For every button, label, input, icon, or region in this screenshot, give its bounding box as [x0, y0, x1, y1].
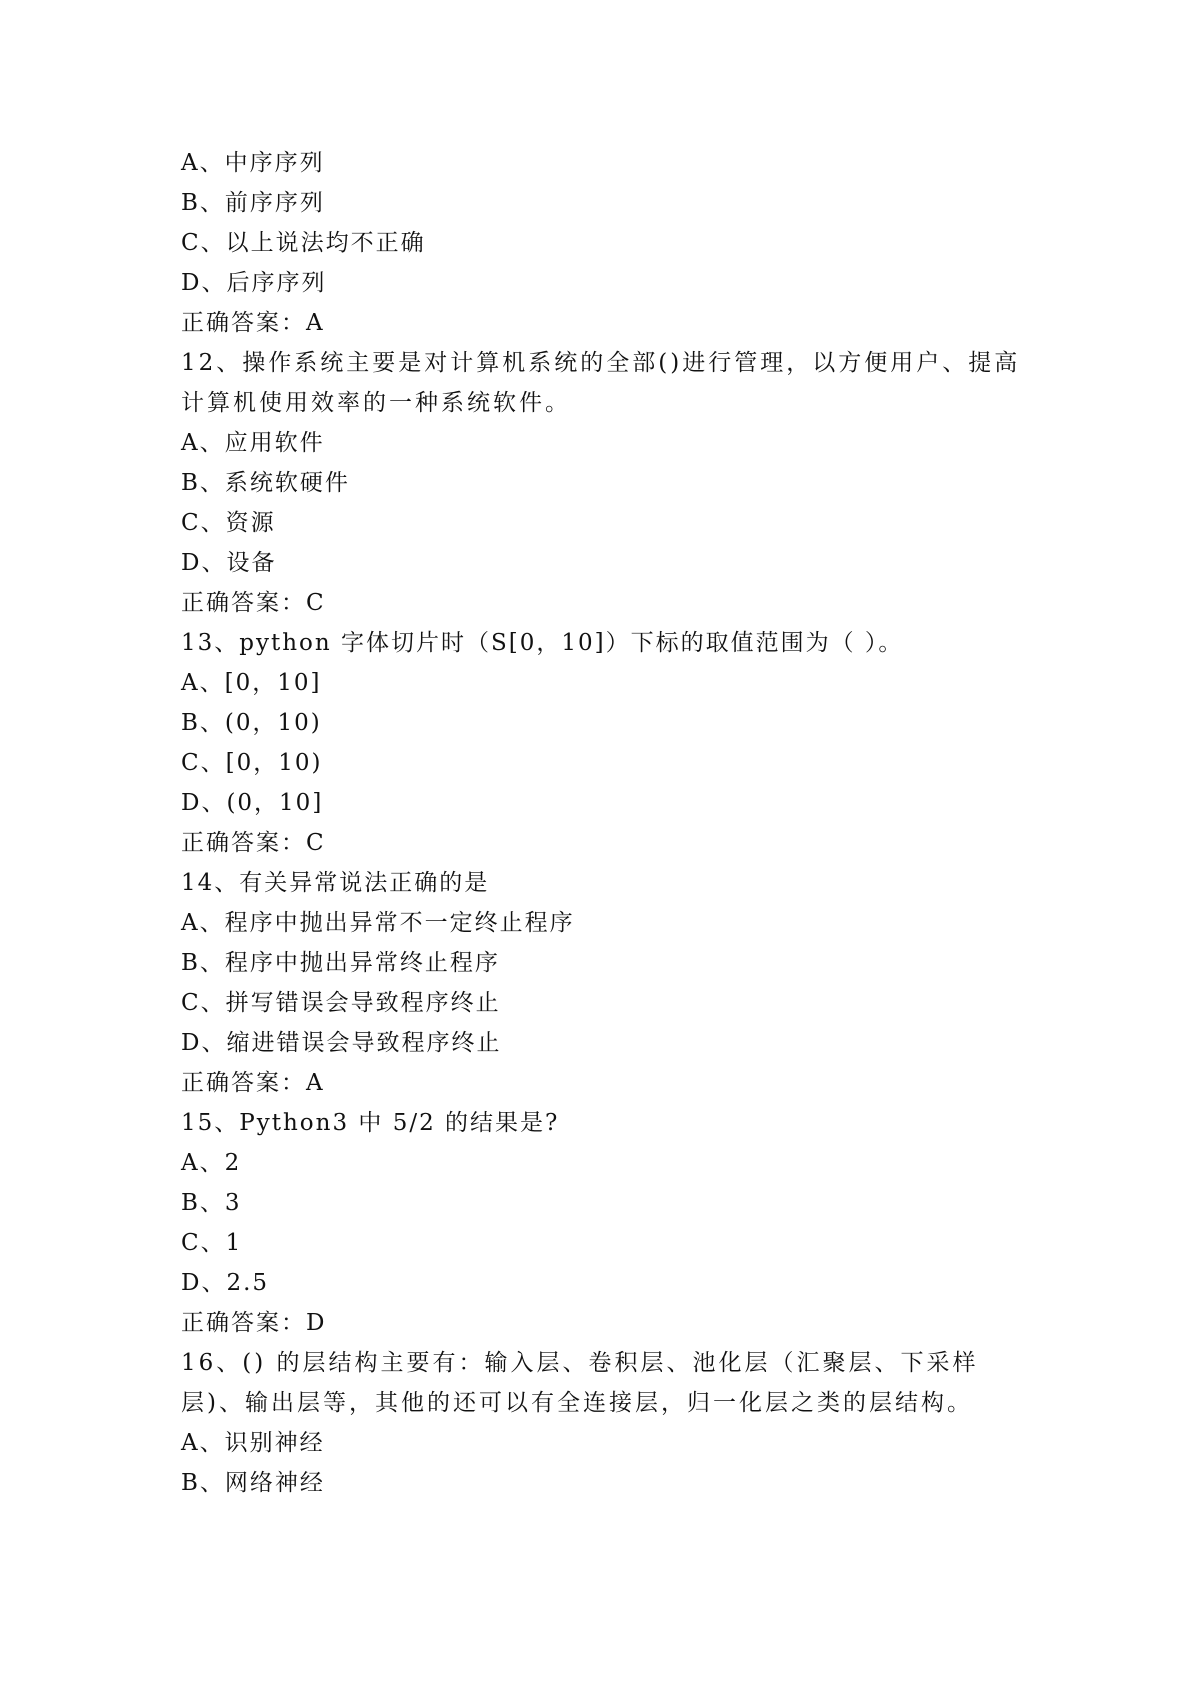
option-line: C、1	[181, 1230, 243, 1256]
option-line: D、设备	[181, 550, 277, 576]
answer-line: 正确答案：C	[181, 590, 326, 616]
option-line: A、应用软件	[181, 430, 325, 456]
option-line: A、[0，10]	[181, 670, 322, 696]
question-line: 16、() 的层结构主要有：输入层、卷积层、池化层（汇聚层、下采样层)、输出层等，其他的还可以有全连接层，归一化层之类的层结构。	[181, 1350, 979, 1416]
option-line: B、网络神经	[181, 1470, 325, 1496]
answer-line: 正确答案：D	[181, 1310, 327, 1336]
document-page	[181, 143, 1021, 1503]
option-line: A、中序序列	[181, 150, 325, 176]
option-line: A、程序中抛出异常不一定终止程序	[181, 910, 575, 936]
question-line: 15、Python3 中 5/2 的结果是?	[181, 1110, 560, 1136]
option-line: B、程序中抛出异常终止程序	[181, 950, 500, 976]
option-line: A、识别神经	[181, 1430, 325, 1456]
answer-line: 正确答案：A	[181, 1070, 325, 1096]
option-line: C、以上说法均不正确	[181, 230, 426, 256]
option-line: A、2	[181, 1150, 242, 1176]
option-line: B、3	[181, 1190, 242, 1216]
option-line: B、系统软硬件	[181, 470, 350, 496]
option-line: C、拼写错误会导致程序终止	[181, 990, 501, 1016]
option-line: D、缩进错误会导致程序终止	[181, 1030, 502, 1056]
option-line: D、2.5	[181, 1270, 270, 1296]
option-line: B、前序序列	[181, 190, 325, 216]
question-line: 14、有关异常说法正确的是	[181, 870, 490, 896]
option-line: D、(0，10]	[181, 790, 324, 816]
question-line: 12、操作系统主要是对计算机系统的全部()进行管理，以方便用户、提高计算机使用效率的一种系统软件。	[181, 350, 1021, 416]
question-line: 13、python 字体切片时（S[0，10]）下标的取值范围为（ ）。	[181, 630, 904, 656]
option-line: B、(0，10)	[181, 710, 322, 736]
answer-line: 正确答案：C	[181, 830, 326, 856]
answer-line: 正确答案：A	[181, 310, 325, 336]
option-line: C、资源	[181, 510, 276, 536]
option-line: D、后序序列	[181, 270, 327, 296]
option-line: C、[0，10)	[181, 750, 323, 776]
